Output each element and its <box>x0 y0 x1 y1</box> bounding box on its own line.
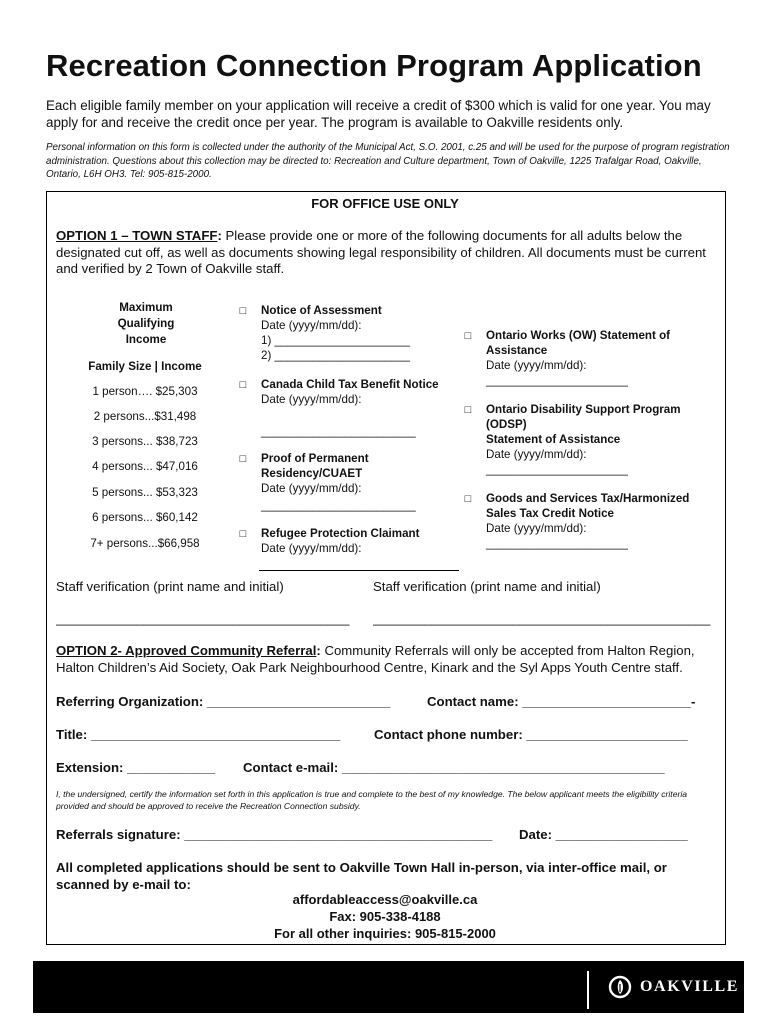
privacy-notice: Personal information on this form is collected under the authority of the Municipal Act, S.O. 2001, c.25 and will be used for the purpose of program registration administration. Questions about this collection may be directed to: Recreation and Culture department, Town of Oakville, 1225 Trafalgar Road, Oakville, Ontario, L6H OH3. Tel: 905-815-2000. <box>46 142 730 181</box>
option1-paragraph: OPTION 1 – TOWN STAFF: Please provide one or more of the following documents for all adults below the designated cut off, as well as documents showing legal responsibility of children. All documents must be current and verified by 2 Town of Oakville staff. <box>56 228 706 277</box>
odsp-date-field[interactable]: ______________________ <box>486 463 628 476</box>
income-heading: Maximum Qualifying Income <box>117 301 175 346</box>
doc-odsp: Ontario Disability Support Program (ODSP) Statement of Assistance Date (yyyy/mm/dd): ______________________ <box>486 403 681 476</box>
doc-refugee: Refugee Protection Claimant Date (yyyy/mm/dd): <box>261 527 420 555</box>
extension-field[interactable]: Extension: ____________ <box>56 760 216 775</box>
noa-date2-field[interactable]: 2) _____________________ <box>261 349 410 362</box>
income-row: 2 persons...$31,498 <box>93 410 197 423</box>
option1-heading: OPTION 1 – TOWN STAFF <box>56 228 218 243</box>
checkbox-ow[interactable]: □ <box>464 330 472 342</box>
doc-notice-of-assessment: Notice of Assessment Date (yyyy/mm/dd): 1) _____________________ 2) _____________________ <box>261 304 410 362</box>
title-field[interactable]: Title: __________________________________ <box>56 727 341 742</box>
family-size-label: Family Size | Income <box>88 360 202 373</box>
income-row: 5 persons... $53,323 <box>92 486 198 499</box>
staff-verification-field-2[interactable]: ______________________________________________ <box>373 611 711 626</box>
checkbox-refugee[interactable]: □ <box>239 528 247 540</box>
gst-date-field[interactable]: ______________________ <box>486 537 628 550</box>
footer-divider <box>587 971 589 1009</box>
contact-phone-field[interactable]: Contact phone number: ______________________ <box>374 727 688 742</box>
referring-organization-field[interactable]: Referring Organization: _________________________ <box>56 694 391 709</box>
intro-paragraph: Each eligible family member on your application will receive a credit of $300 which is valid for one year. You may apply for and receive the credit once per year. The program is available to Oakville residents only. <box>46 98 711 130</box>
income-row: 1 person…. $25,303 <box>92 385 198 398</box>
contact-fax: Fax: 905-338-4188 <box>329 909 441 924</box>
doc-ontario-works: Ontario Works (OW) Statement of Assistance Date (yyyy/mm/dd): ______________________ <box>486 329 671 387</box>
contact-email-field[interactable]: Contact e-mail: ____________________________________________ <box>243 760 665 775</box>
checkbox-cctb[interactable]: □ <box>239 379 247 391</box>
oakville-logo-text: OAKVILLE <box>640 978 740 995</box>
income-row: 6 persons... $60,142 <box>92 511 198 524</box>
income-row: 3 persons... $38,723 <box>92 435 198 448</box>
doc-permanent-residency: Proof of Permanent Residency/CUAET Date (yyyy/mm/dd): <box>261 452 369 495</box>
date-field[interactable]: Date: __________________ <box>519 827 688 842</box>
doc-cctb: Canada Child Tax Benefit Notice Date (yyyy/mm/dd): <box>261 378 439 406</box>
contact-inquiries: For all other inquiries: 905-815-2000 <box>274 926 496 941</box>
option2-paragraph: OPTION 2- Approved Community Referral: Community Referrals will only be accepted from Halton Region, Halton Children’s Aid Society, Oak Park Neighbourhood Centre, Kinark and the Syl Apps Youth Centre staff. <box>56 643 695 675</box>
staff-verification-field-1[interactable]: ________________________________________ <box>56 611 350 626</box>
footer-bar <box>33 961 744 1013</box>
oakville-logo-icon <box>608 975 634 999</box>
referrals-signature-field[interactable]: Referrals signature: __________________________________________ <box>56 827 493 842</box>
staff-verification-label-1: Staff verification (print name and initial) <box>56 579 284 594</box>
contact-name-field[interactable]: Contact name: _______________________- <box>427 694 696 709</box>
submission-instructions: All completed applications should be sent to Oakville Town Hall in-person, via inter-office mail, or scanned by e-mail to: <box>56 860 667 892</box>
page-title: Recreation Connection Program Application <box>46 48 702 83</box>
refugee-date-line[interactable] <box>259 570 459 571</box>
checkbox-pr[interactable]: □ <box>239 453 247 465</box>
doc-gst-hst: Goods and Services Tax/Harmonized Sales Tax Credit Notice Date (yyyy/mm/dd): ______________________ <box>486 492 690 550</box>
checkbox-odsp[interactable]: □ <box>464 404 472 416</box>
staff-verification-label-2: Staff verification (print name and initial) <box>373 579 601 594</box>
contact-email[interactable]: affordableaccess@oakville.ca <box>292 892 478 907</box>
noa-date1-field[interactable]: 1) _____________________ <box>261 334 410 347</box>
cctb-date-field[interactable]: ________________________ <box>261 425 416 438</box>
checkbox-gst[interactable]: □ <box>464 493 472 505</box>
pr-date-field[interactable]: ________________________ <box>261 499 416 512</box>
option2-heading: OPTION 2- Approved Community Referral <box>56 643 317 658</box>
office-use-heading: FOR OFFICE USE ONLY <box>311 196 459 211</box>
checkbox-noa[interactable]: □ <box>239 305 247 317</box>
certification-statement: I, the undersigned, certify the information set forth in this application is true and complete to the best of my knowledge. The below applicant meets the eligibility criteria provided and should be approved to receive the Recreation Connection subsidy. <box>56 789 688 811</box>
income-row: 7+ persons...$66,958 <box>90 537 200 550</box>
ow-date-field[interactable]: ______________________ <box>486 374 628 387</box>
income-row: 4 persons... $47,016 <box>92 460 198 473</box>
